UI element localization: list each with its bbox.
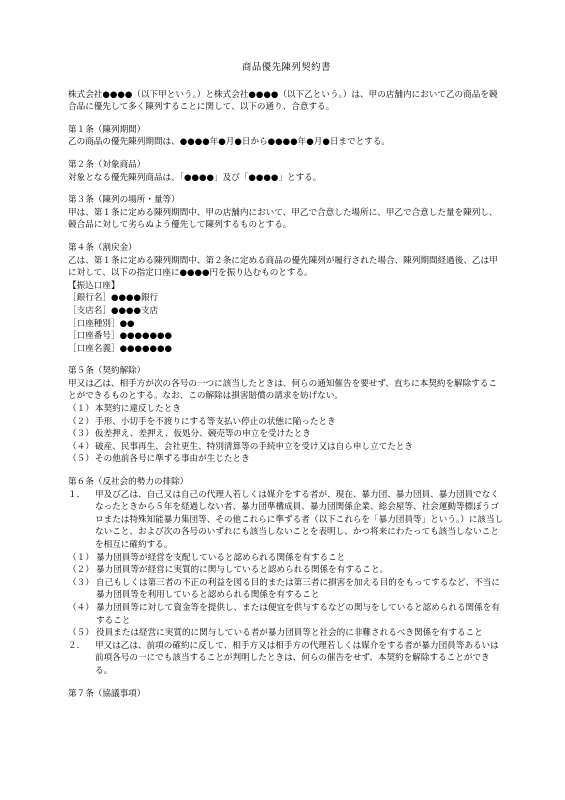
list-item <box>68 441 505 454</box>
clause-text: 甲及び乙は、自己又は自己の代理人若しくは媒介をする者が、現在、暴力団、暴力団員、暴力団員でなくなったときから５年を経過しない者、暴力団準構成員、暴力団関係企業、総会屋等、社会運動等標ぼうゴロまたは特殊知能暴力集団等、その他これらに準ずる者（以下これらを「暴力団員等」という。）に該当しないこと、および次の各号のいずれにも該当しないことを表明し、かつ将来にわたっても該当しないことを相互に確約する。 <box>95 489 504 550</box>
list-item-text: 仮差押え、差押え、仮処分、競売等の申立を受けたとき <box>95 429 311 440</box>
article-6-clause-1 <box>68 489 505 552</box>
article-2-body: 対象となる優先陳列商品は、「●●●●」及び「●●●●」とする。 <box>68 172 322 183</box>
clause-text: 甲又は乙は、前項の確約に反して、相手方又は相手方の代理若しくは媒介をする者が暴力団員等あるいは前項各号の一にでも該当することが判明したときは、何らの催告をせず、本契約を解除することができる。 <box>95 640 499 676</box>
article-3-body: 甲は、第１条に定める陳列期間中、甲の店舗内において、甲乙で合意した場所に、甲乙で合意した量を陳列し、競合品に対して劣らぬよう優先して陳列するものとする。 <box>68 207 498 231</box>
list-item <box>68 416 505 429</box>
article-5-list <box>68 403 505 466</box>
list-item <box>68 403 505 416</box>
article-2-heading: 第２条（対象商品） <box>68 159 146 170</box>
account-number: ［口座番号］●●●●●●● <box>68 331 173 342</box>
list-item <box>68 453 505 466</box>
bank-account-info <box>68 280 505 356</box>
list-item-text: 本契約に違反したとき <box>95 404 181 415</box>
article-7-heading: 第７条（協議事項） <box>68 688 146 699</box>
list-item-number: （２） <box>68 416 94 427</box>
list-item-text: 役員または経営に実質的に関与している者が暴力団員等と社会的に非難されるべき関係を有すること <box>96 628 483 639</box>
article-6-clause-2 <box>68 640 505 678</box>
document-title: 商品優先陳列契約書 <box>242 62 331 73</box>
list-item <box>68 627 505 640</box>
list-item <box>68 564 505 577</box>
clause-number: １． <box>68 489 86 500</box>
article-6-heading: 第６条（反社会的勢力の排除） <box>68 477 189 488</box>
list-item-number: （２） <box>68 565 94 576</box>
account-holder: ［口座名義］●●●●●●● <box>68 343 173 354</box>
article-4-heading: 第４条（割戻金） <box>68 242 137 253</box>
list-item-text: 暴力団員等に対して資金等を提供し、または便宜を供与するなどの関与をしていると認められる関係を有すること <box>96 602 500 626</box>
list-item <box>68 552 505 565</box>
preamble: 株式会社●●●●（以下甲という。）と株式会社●●●●（以下乙という。）は、甲の店舗内において乙の商品を競合品に優先して多く陳列することに関して、以下の通り、合意する。 <box>68 89 498 113</box>
list-item <box>68 577 505 602</box>
list-item-text: 暴力団員等が経営に実質的に関与していると認められる関係を有すること。 <box>96 565 389 576</box>
list-item-number: （１） <box>68 404 94 415</box>
article-1-body: 乙の商品の優先陳列期間は、●●●●年●月●日から●●●●年●月●日までとする。 <box>68 137 391 148</box>
list-item-number: （５） <box>68 454 94 465</box>
list-item-number: （４） <box>68 602 94 613</box>
list-item-text: 自己もしくは第三者の不正の利益を図る目的または第三者に損害を加える目的をもってするなど、不当に暴力団員等を利用していると認められる関係を有すること <box>96 577 500 601</box>
article-5-body: 甲又は乙は、相手方が次の各号の一つに該当したときは、何らの通知催告を要せず、直ちに本契約を解除することができるものとする。なお、この解除は損害賠償の請求を妨げない。 <box>68 378 498 402</box>
list-item-number: （３） <box>68 429 94 440</box>
article-6 <box>68 476 505 678</box>
list-item-number: （３） <box>68 577 94 588</box>
list-item-text: 手形、小切手を不渡りにする等支払い停止の状態に陥ったとき <box>95 416 336 427</box>
article-1-heading: 第１条（陳列期間） <box>68 124 146 135</box>
list-item-text: 暴力団員等が経営を支配していると認められる関係を有すること <box>96 552 346 563</box>
clause-number: ２． <box>68 640 86 651</box>
article-5-heading: 第５条（契約解除） <box>68 366 146 377</box>
list-item-text: 破産、民事再生、会社更生、特別清算等の手続申立を受け又は自ら申し立てたとき <box>95 441 413 452</box>
list-item <box>68 428 505 441</box>
bank-name: ［銀行名］●●●●銀行 <box>68 293 159 304</box>
account-type: ［口座種別］●● <box>68 318 135 329</box>
list-item-number: （４） <box>68 441 94 452</box>
list-item <box>68 602 505 627</box>
article-4-body: 乙は、第１条に定める陳列期間中、第２条に定める商品の優先陳列が履行された場合、陳列期間経過後、乙は甲に対して、以下の指定口座に●●●●円を振り込むものとする。 <box>68 255 498 279</box>
branch-name: ［支店名］●●●●支店 <box>68 305 159 316</box>
bank-account-header: 【振込口座】 <box>68 280 120 291</box>
list-item-number: （５） <box>68 628 94 639</box>
list-item-number: （１） <box>68 552 94 563</box>
list-item-text: その他前各号に準ずる事由が生じたとき <box>95 454 250 465</box>
document-page <box>68 62 505 700</box>
article-3-heading: 第３条（陳列の場所・量等） <box>68 195 180 206</box>
